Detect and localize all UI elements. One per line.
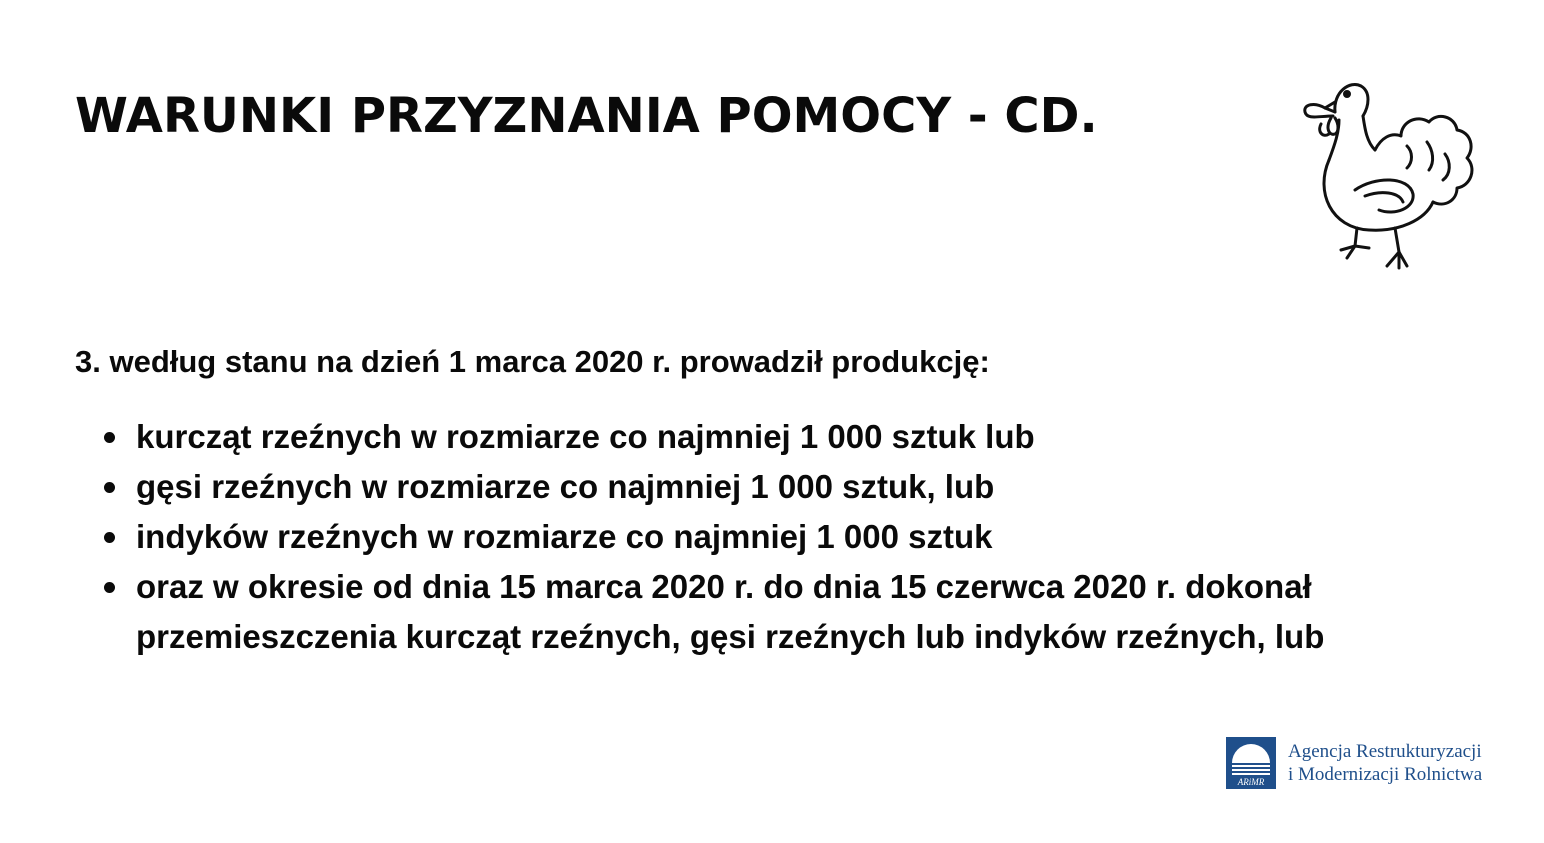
arimr-logo-mark-icon	[1226, 737, 1276, 789]
list-item	[0, 562, 1426, 662]
bullet-list	[0, 412, 1426, 662]
list-item-text: gęsi rzeźnych w rozmiarze co najmniej 1 000 sztuk, lub	[136, 468, 995, 505]
list-item-text: oraz w okresie od dnia 15 marca 2020 r. do dnia 15 czerwca 2020 r. dokonał przemieszczenia kurcząt rzeźnych, gęsi rzeźnych lub indyków rzeźnych, lub	[136, 568, 1325, 655]
arimr-logo	[1226, 737, 1482, 789]
list-item	[0, 412, 1426, 462]
list-item	[0, 462, 1426, 512]
bullet-dot-icon	[104, 582, 115, 593]
turkey-drawing-icon	[1295, 72, 1480, 272]
logo-text	[1288, 740, 1482, 786]
bullet-dot-icon	[104, 482, 115, 493]
list-item-text: kurcząt rzeźnych w rozmiarze co najmniej 1 000 sztuk lub	[136, 418, 1035, 455]
logo-line-1: Agencja Restrukturyzacji	[1288, 741, 1482, 762]
intro-text: 3. według stanu na dzień 1 marca 2020 r. prowadził produkcję:	[75, 344, 990, 379]
bullet-dot-icon	[104, 532, 115, 543]
bullet-dot-icon	[104, 432, 115, 443]
list-item	[0, 512, 1426, 562]
page-title: WARUNKI PRZYZNANIA POMOCY - CD.	[75, 88, 1098, 144]
list-item-text: indyków rzeźnych w rozmiarze co najmniej 1 000 sztuk	[136, 518, 993, 555]
logo-line-2: i Modernizacji Rolnictwa	[1288, 764, 1483, 785]
logo-mark-text: ARiMR	[1237, 777, 1265, 787]
